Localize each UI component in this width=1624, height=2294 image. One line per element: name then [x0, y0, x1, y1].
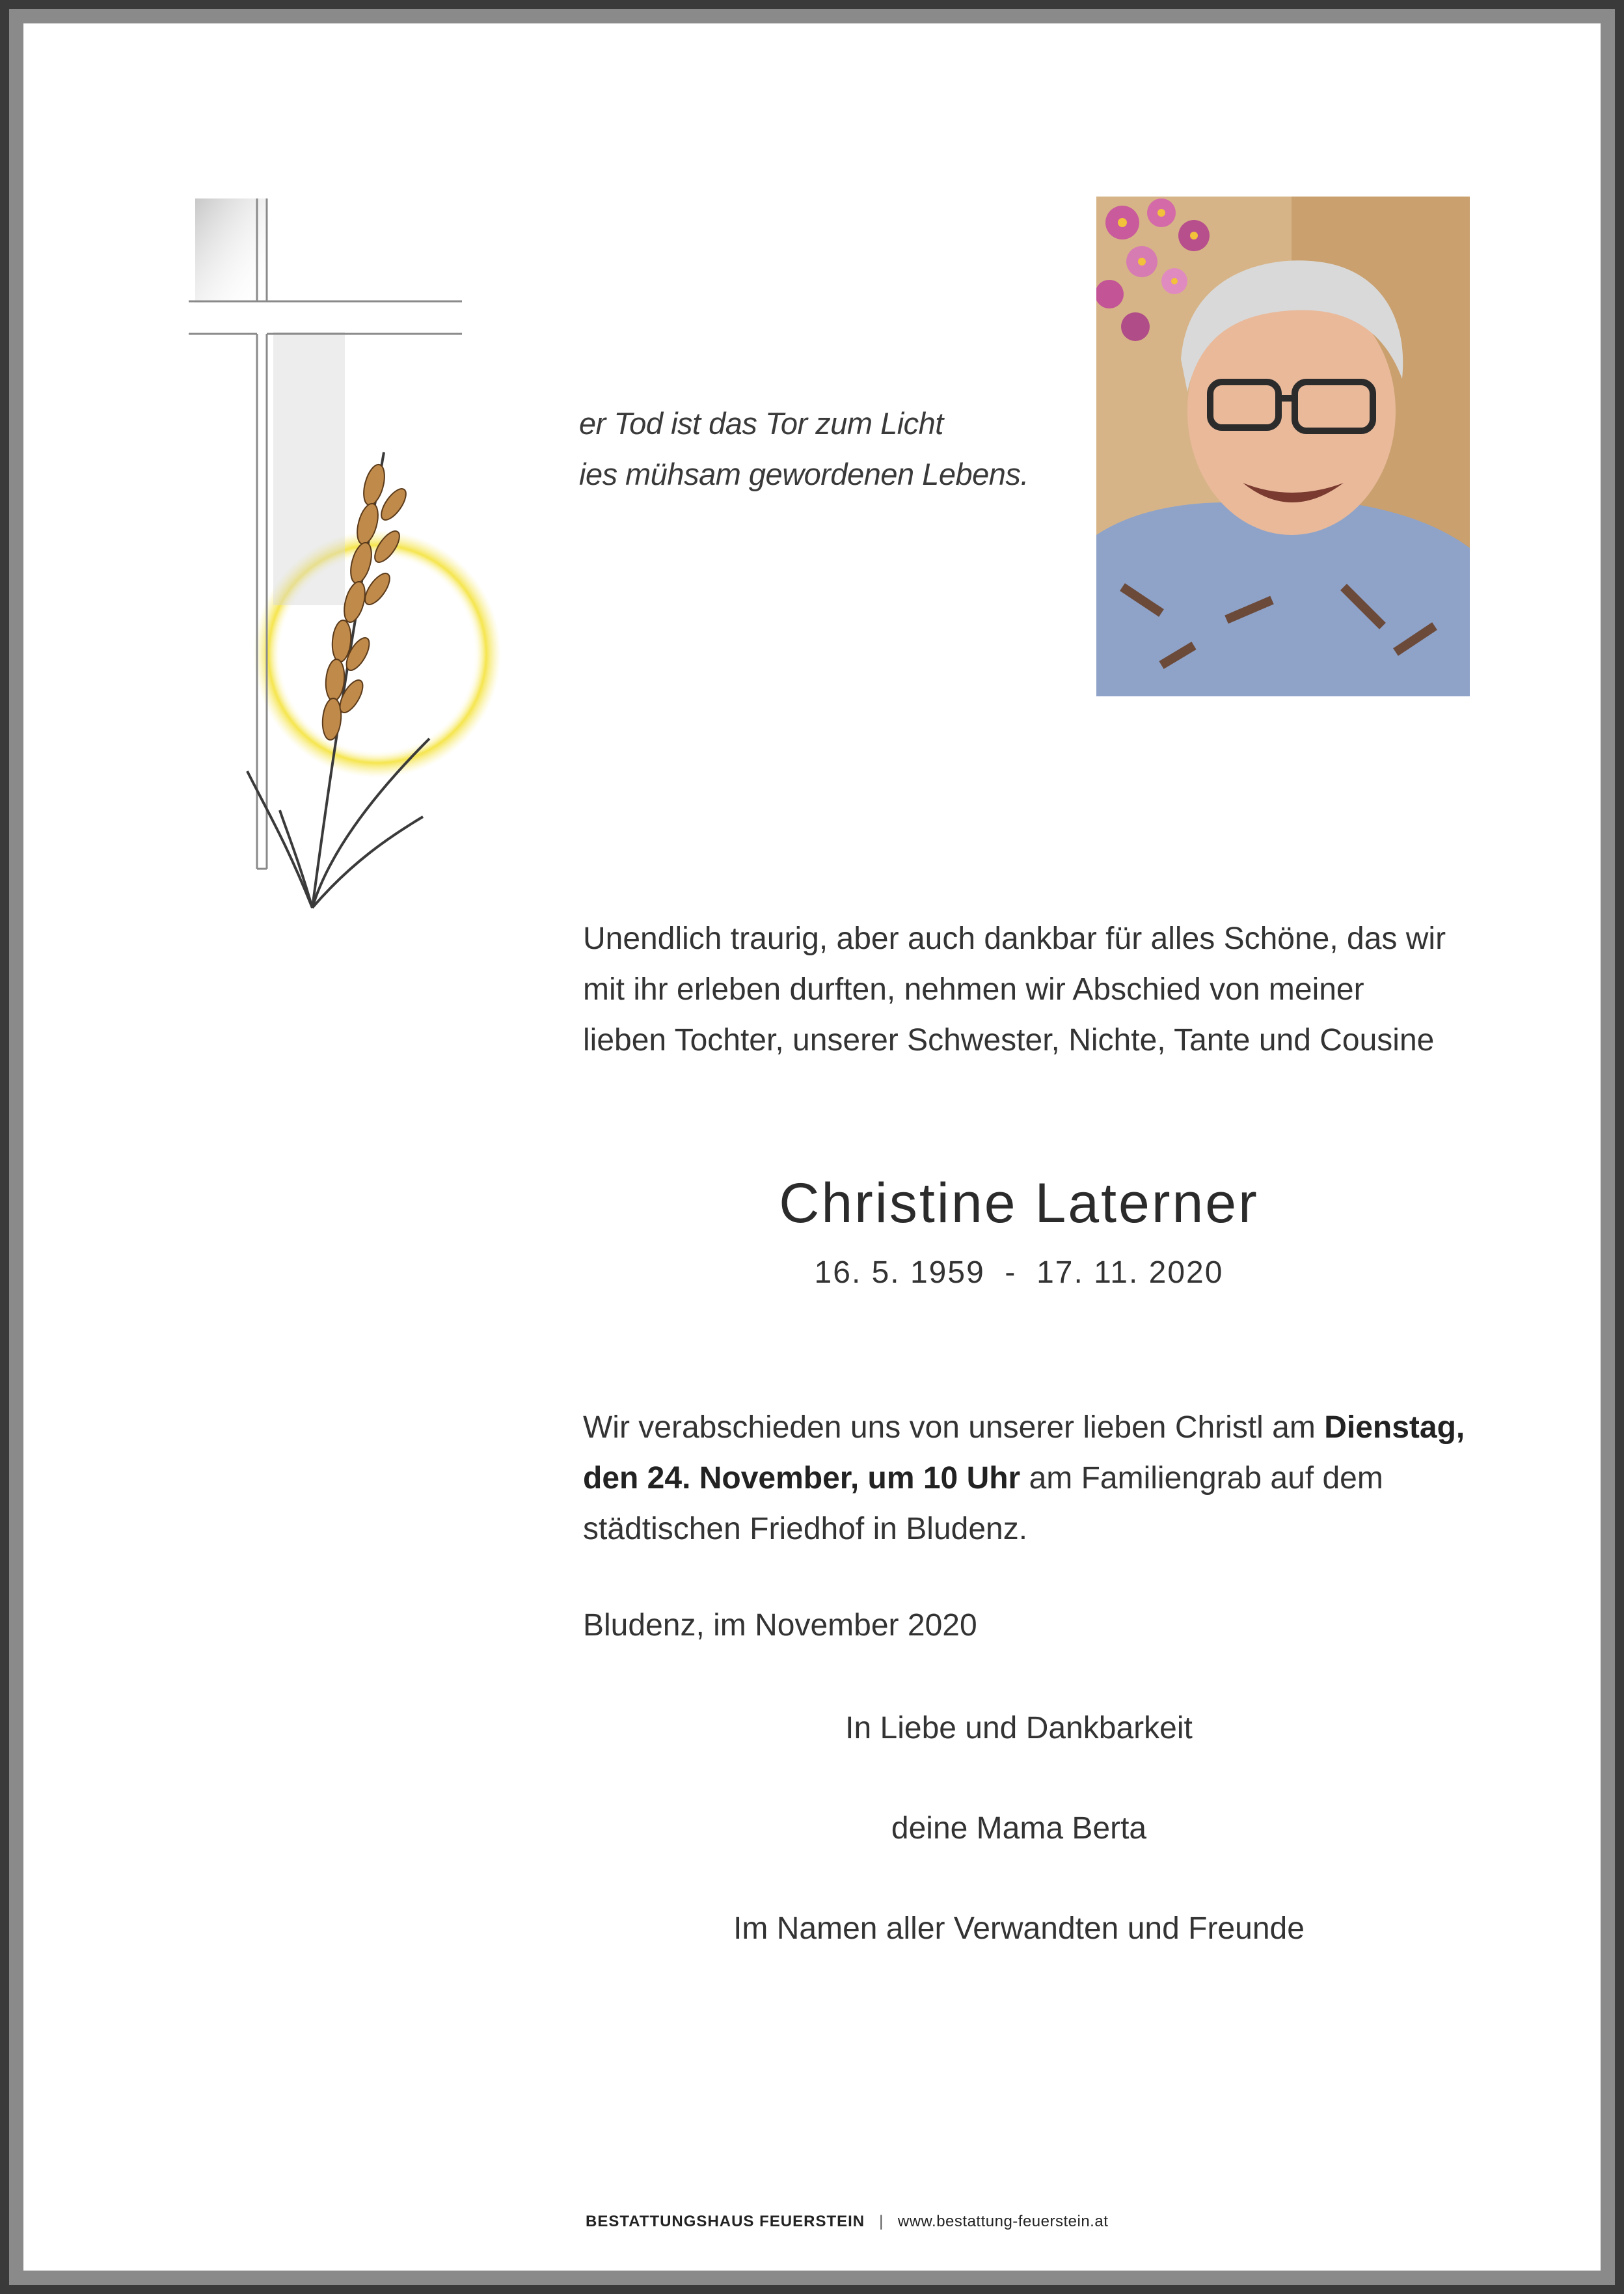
intro-line-1: Unendlich traurig, aber auch dankbar für alles Schöne, das wir — [583, 922, 1446, 956]
funeral-line-3: städtischen Friedhof in Bludenz. — [583, 1512, 1028, 1546]
footer — [586, 2213, 1108, 2231]
quote-block — [579, 398, 1100, 500]
deceased-name: Christine Laterner — [779, 1172, 1259, 1235]
funeral-line-1 — [583, 1402, 1465, 1453]
quote-line-2: ies mühsam gewordenen Lebens. — [579, 457, 1029, 491]
funeral-day: Dienstag, — [1324, 1410, 1465, 1445]
cross-wheat-sun-artwork — [117, 159, 625, 940]
funeral-home-name: BESTATTUNGSHAUS FEUERSTEIN — [586, 2213, 865, 2230]
funeral-line-1-text: Wir verabschieden uns von unserer lieben Christl am — [583, 1410, 1325, 1445]
funeral-line-2 — [583, 1453, 1455, 1504]
intro-line-3: lieben Tochter, unserer Schwester, Nichte, Tante und Cousine — [583, 1023, 1435, 1058]
cross-shade-lower — [273, 332, 345, 605]
intro-line-2: mit ihr erleben durften, nehmen wir Abschied von meiner — [583, 972, 1364, 1007]
funeral-paragraph — [583, 1402, 1465, 1555]
intro-paragraph — [583, 914, 1461, 1066]
closing-line-1: In Liebe und Dankbarkeit — [845, 1711, 1193, 1745]
closing-line-2: deine Mama Berta — [891, 1811, 1147, 1846]
place-date: Bludenz, im November 2020 — [583, 1608, 977, 1643]
closing-line-3: Im Namen aller Verwandten und Freunde — [733, 1911, 1305, 1946]
footer-separator: | — [879, 2213, 884, 2230]
funeral-date-time: den 24. November, um 10 Uhr — [583, 1461, 1021, 1495]
portrait-photo — [1096, 197, 1470, 696]
quote-line-1: er Tod ist das Tor zum Licht — [579, 406, 943, 441]
funeral-home-website[interactable]: www.bestattung-feuerstein.at — [897, 2213, 1109, 2230]
life-dates: 16. 5. 1959 - 17. 11. 2020 — [814, 1255, 1224, 1290]
funeral-line-2-text: am Familiengrab auf dem — [1020, 1461, 1383, 1495]
